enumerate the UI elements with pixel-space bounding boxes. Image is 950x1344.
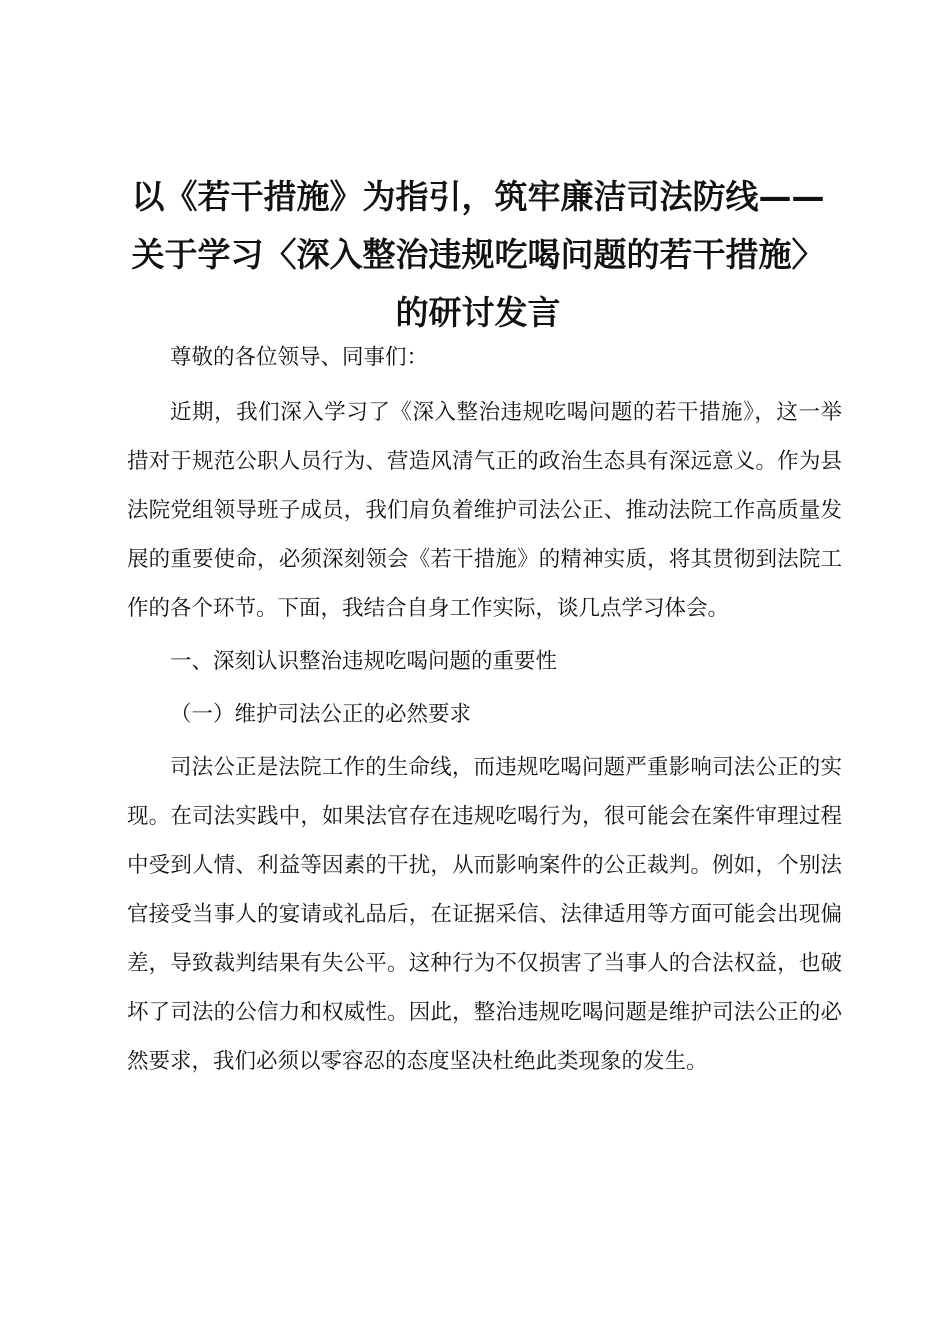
- section-1-heading: 一、深刻认识整治违规吃喝问题的重要性: [170, 649, 558, 674]
- document-body: [127, 333, 842, 1086]
- title-block: [118, 168, 838, 342]
- document-title: 以《若干措施》为指引，筑牢廉洁司法防线——关于学习〈深入整治违规吃喝问题的若干措施〉的研讨发言: [131, 177, 825, 332]
- intro-paragraph: 近期，我们深入学习了《深入整治违规吃喝问题的若干措施》，这一举措对于规范公职人员行为、营造风清气正的政治生态具有深远意义。作为县法院党组领导班子成员，我们肩负着维护司法公正、推动法院工作高质量发展的重要使命，必须深刻领会《若干措施》的精神实质，将其贯彻到法院工作的各个环节。下面，我结合自身工作实际，谈几点学习体会。: [127, 400, 842, 621]
- subsection-1-paragraph: 司法公正是法院工作的生命线，而违规吃喝问题严重影响司法公正的实现。在司法实践中，如果法官存在违规吃喝行为，很可能会在案件审理过程中受到人情、利益等因素的干扰，从而影响案件的公正裁判。例如，个别法官接受当事人的宴请或礼品后，在证据采信、法律适用等方面可能会出现偏差，导致裁判结果有失公平。这种行为不仅损害了当事人的合法权益，也破坏了司法的公信力和权威性。因此，整治违规吃喝问题是维护司法公正的必然要求，我们必须以零容忍的态度坚决杜绝此类现象的发生。: [127, 755, 842, 1074]
- greeting: 尊敬的各位领导、同事们：: [170, 345, 429, 370]
- subsection-1-heading: （一）维护司法公正的必然要求: [170, 702, 472, 727]
